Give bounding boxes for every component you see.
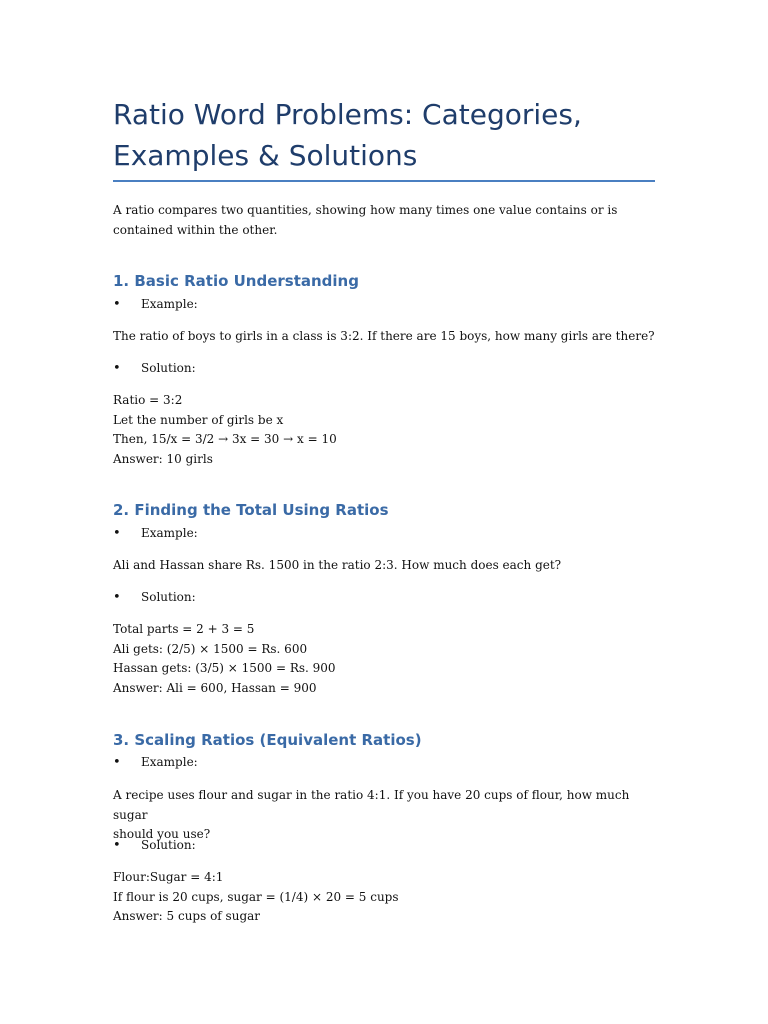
solution-line: Ali gets: (2/5) × 1500 = Rs. 600 [113, 641, 308, 656]
solution-label: Solution: [141, 361, 196, 375]
bullet-icon: • [113, 590, 121, 605]
intro-paragraph [113, 201, 658, 240]
bullet-icon: • [113, 526, 121, 541]
example-label: Example: [141, 755, 198, 769]
intro-line-1: A ratio compares two quantities, showing how many times one value contains or is [113, 203, 618, 217]
question-line: A recipe uses flour and sugar in the ratio 4:1. If you have 20 cups of flour, how much sugar [113, 788, 630, 822]
solution-line: Answer: 10 girls [113, 451, 213, 466]
section-3-solution-steps [113, 868, 399, 927]
solution-label: Solution: [141, 838, 196, 852]
solution-line: Answer: 5 cups of sugar [113, 909, 261, 923]
section-2-heading: 2. Finding the Total Using Ratios [113, 501, 389, 519]
section-2-question [113, 556, 658, 576]
question-line: The ratio of boys to girls in a class is 3:2. If there are 15 boys, how many girls are there? [113, 329, 655, 343]
example-label: Example: [141, 526, 198, 540]
bullet-icon: • [113, 755, 121, 770]
bullet-icon: • [113, 297, 121, 312]
solution-line: Let the number of girls be x [113, 412, 284, 427]
solution-line: If flour is 20 cups, sugar = (1/4) × 20 = 5 cups [113, 889, 399, 904]
question-line: should you use? [113, 827, 211, 841]
question-line: Ali and Hassan share Rs. 1500 in the ratio 2:3. How much does each get? [113, 558, 562, 572]
bullet-icon: • [113, 838, 121, 853]
example-label: Example: [141, 297, 198, 311]
solution-line: Total parts = 2 + 3 = 5 [113, 622, 255, 636]
section-3-heading: 3. Scaling Ratios (Equivalent Ratios) [113, 731, 422, 749]
intro-line-2: contained within the other. [113, 222, 278, 237]
solution-line: Hassan gets: (3/5) × 1500 = Rs. 900 [113, 661, 336, 675]
section-1-question [113, 327, 658, 347]
solution-label: Solution: [141, 590, 196, 604]
solution-line: Ratio = 3:2 [113, 393, 183, 407]
title-underline-divider [113, 180, 655, 182]
solution-line: Flour:Sugar = 4:1 [113, 870, 224, 884]
solution-line: Answer: Ali = 600, Hassan = 900 [113, 680, 317, 695]
bullet-icon: • [113, 361, 121, 376]
solution-line: Then, 15/x = 3/2 → 3x = 30 → x = 10 [113, 432, 337, 446]
section-2-solution-steps [113, 620, 336, 698]
section-1-heading: 1. Basic Ratio Understanding [113, 272, 359, 290]
section-1-solution-steps [113, 391, 337, 469]
page-title [113, 94, 673, 176]
page-title-line-2: Examples & Solutions [113, 139, 418, 172]
page-title-line-1: Ratio Word Problems: Categories, [113, 98, 582, 131]
